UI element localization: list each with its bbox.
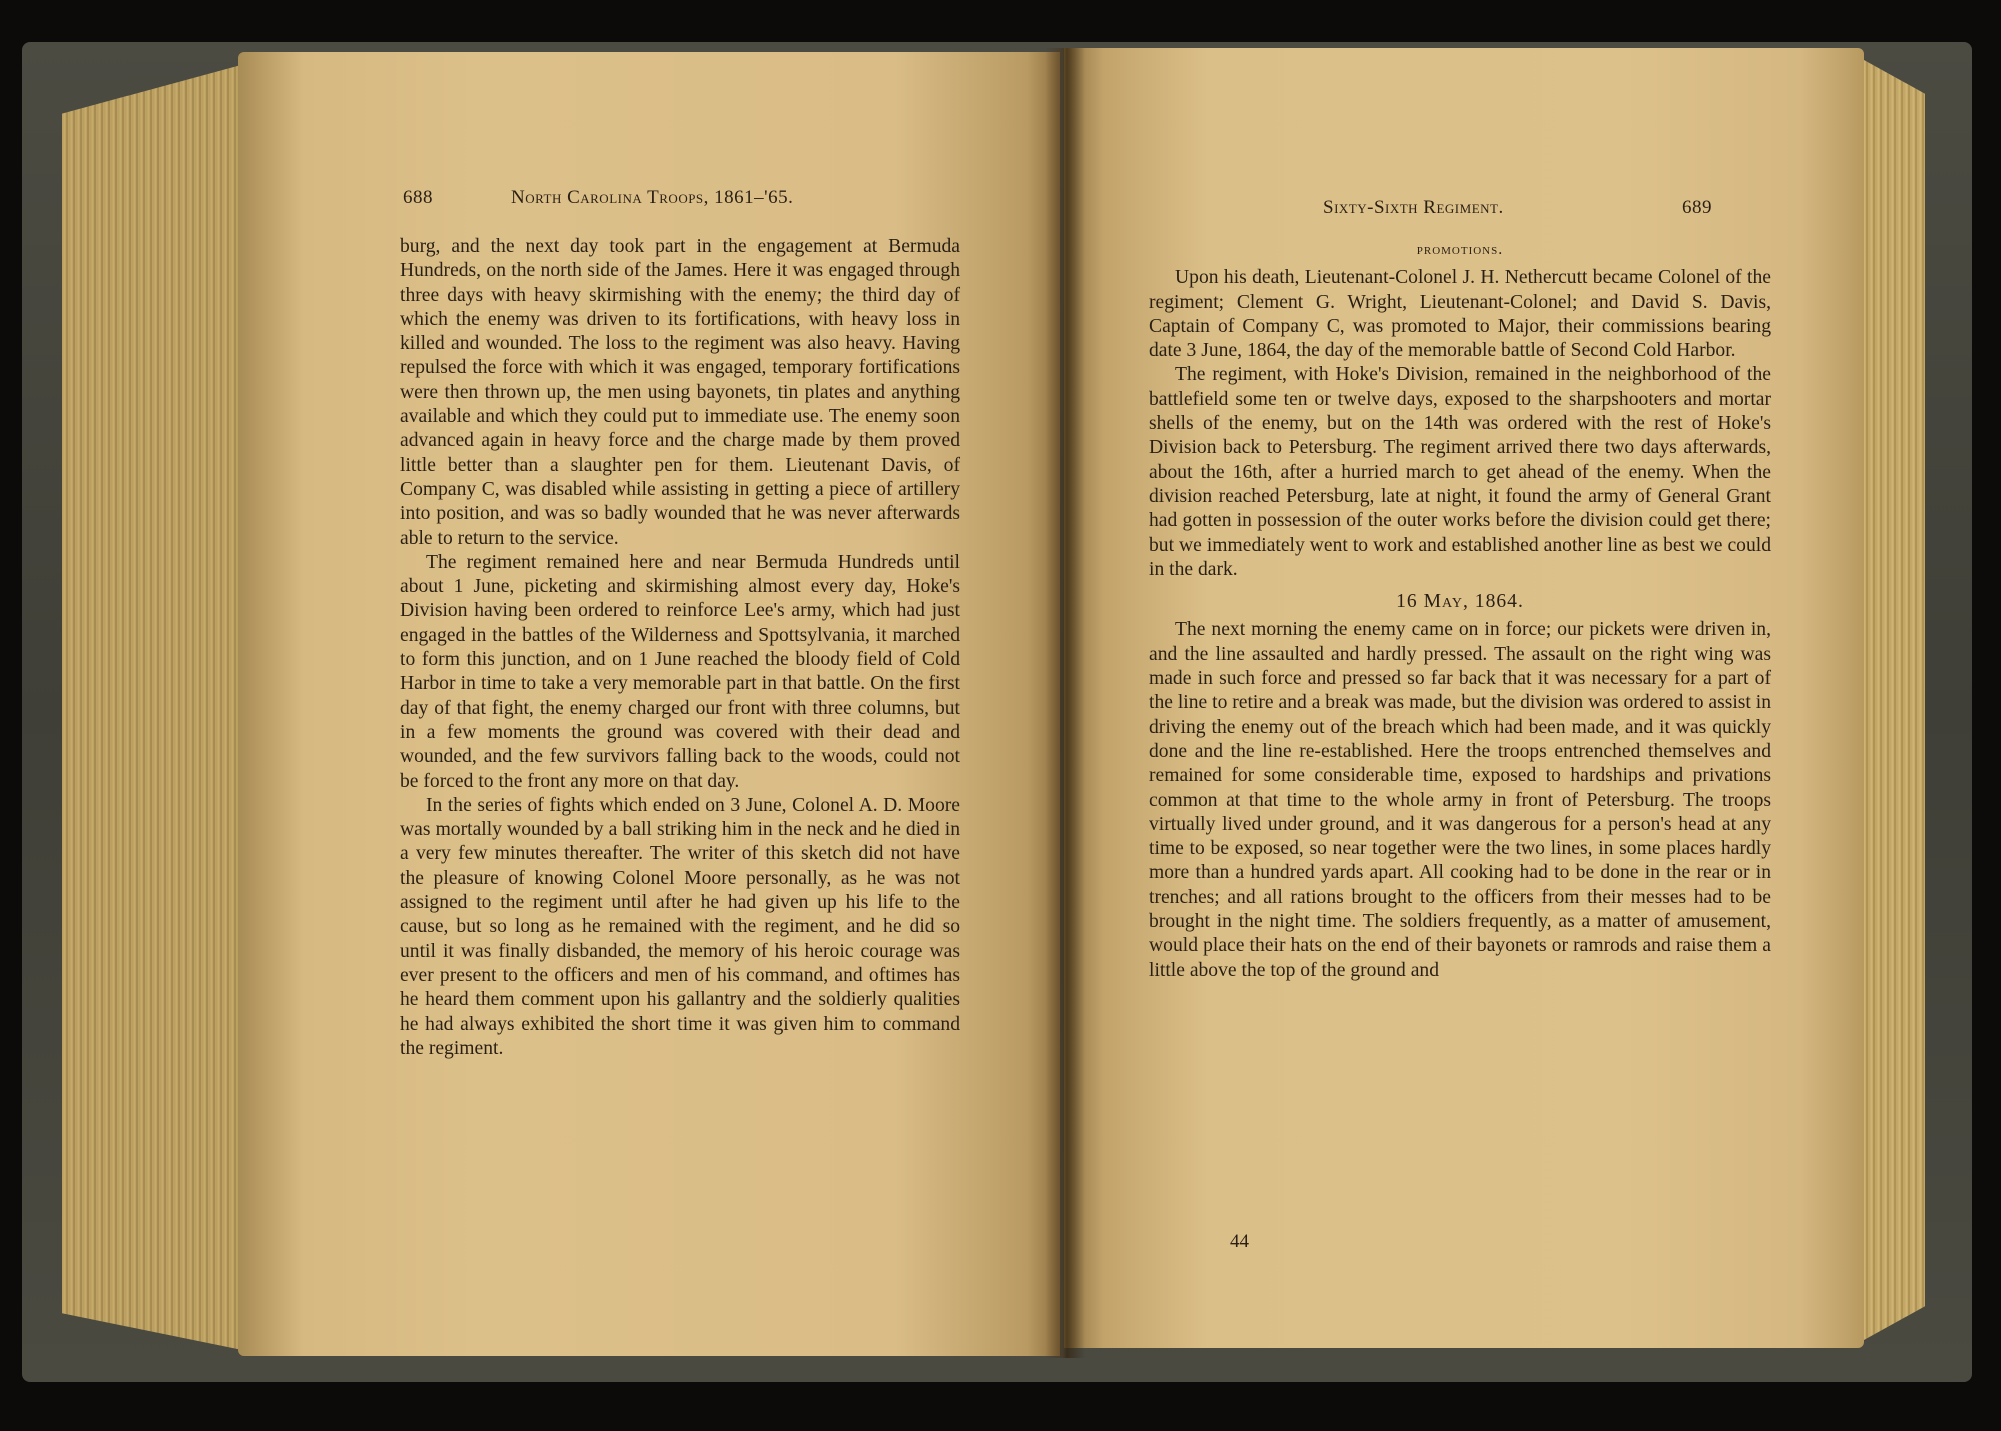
left-page-body: [400, 235, 960, 1061]
right-paragraph: The next morning the enemy came on in force; our pickets were driven in, and the line assaulted and hardly pressed. The assault on the right wing was made in such force and pressed so far back that it was necessary for a part of the line to retire and a break was made, but the division was ordered to assist in driving the enemy out of the breach which had been made, and it was quickly done and the line re-established. Here the troops entrenched themselves and remained for some considerable time, exposed to hardships and privations common at that time to the whole army in front of Petersburg. The troops virtually lived under ground, and it was dangerous for a person's head at any time to be exposed, so near together were the two lines, in some places hardly more than a hundred yards apart. All cooking had to be done in the rear or in trenches; and all rations brought to the officers from their messes had to be brought in the night time. The soldiers frequently, as a matter of amusement, would place their hats on the end of their bayonets or ramrods and raise them a little above the top of the ground and: [1149, 619, 1771, 981]
left-page-number: 688: [403, 187, 433, 208]
section-heading: promotions.: [1416, 241, 1504, 258]
left-paragraph: In the series of fights which ended on 3 June, Colonel A. D. Moore was mortally wounded by a ball striking him in the neck and he died in a very few minutes thereafter. The writer of this sketch did not have the pleasure of knowing Colonel Moore personally, as he was not assigned to the regiment until after he had given up his life to the cause, but so long as he remained with the regiment, and he did so until it was finally disbanded, the memory of his heroic courage was ever present to the officers and men of his command, and oftimes has he heard them comment upon his gallantry and the soldierly qualities he had always exhibited the short time it was given him to command the regiment.: [400, 794, 960, 1059]
left-paragraph: The regiment remained here and near Bermuda Hundreds until about 1 June, picketing and skirmishing almost every day, Hoke's Division having been ordered to reinforce Lee's army, which had just engaged in the battles of the Wilderness and Spottsylvania, it marched to form this junction, and on 1 June reached the bloody field of Cold Harbor in time to take a very memorable part in that battle. On the first day of that fight, the enemy charged our front with three columns, but in a few moments the ground was covered with their dead and wounded, and the few survivors falling back to the woods, could not be forced to the front any more on that day.: [400, 551, 960, 792]
right-page-edges: [1855, 55, 1925, 1345]
signature-mark: 44: [1230, 1231, 1249, 1252]
date-heading: 16 May, 1864.: [1396, 591, 1524, 613]
right-page-body: [1149, 238, 1771, 983]
left-running-title: North Carolina Troops, 1861–'65.: [511, 187, 794, 208]
left-page-edges: [62, 62, 252, 1352]
right-page-number: 689: [1682, 197, 1712, 218]
book-gutter: [1045, 48, 1085, 1358]
left-paragraph: burg, and the next day took part in the engagement at Bermuda Hundreds, on the north side of the James. Here it was engaged through three days with heavy skirmishing with the enemy; the third day of which the enemy was driven to its fortifications, with heavy loss in killed and wounded. The loss to the regiment was also heavy. Having repulsed the force with which it was engaged, temporary fortifications were then thrown up, the men using bayonets, tin plates and anything available and which they could put to immediate use. The enemy soon advanced again in heavy force and the charge made by them proved little better than a slaughter pen for them. Lieutenant Davis, of Company C, was disabled while assisting in getting a piece of artillery into position, and was so badly wounded that he was never afterwards able to return to the service.: [400, 236, 960, 549]
left-page: [238, 52, 1060, 1356]
right-running-title: Sixty-Sixth Regiment.: [1323, 197, 1504, 218]
right-paragraph: Upon his death, Lieutenant-Colonel J. H. Nethercutt became Colonel of the regiment; Clement G. Wright, Lieutenant-Colonel; and David S. Davis, Captain of Company C, was promoted to Major, their commissions bearing date 3 June, 1864, the day of the memorable battle of Second Cold Harbor.: [1149, 267, 1771, 362]
right-page: [1064, 48, 1864, 1348]
right-paragraph: The regiment, with Hoke's Division, remained in the neighborhood of the battlefield some ten or twelve days, exposed to the sharpshooters and mortar shells of the enemy, but on the 14th was ordered with the rest of Hoke's Division back to Petersburg. The regiment arrived there two days afterwards, about the 16th, after a hurried march to get ahead of the enemy. When the division reached Petersburg, late at night, it found the army of General Grant had gotten in possession of the outer works before the division could get there; but we immediately went to work and established another line as best we could in the dark.: [1149, 364, 1771, 580]
